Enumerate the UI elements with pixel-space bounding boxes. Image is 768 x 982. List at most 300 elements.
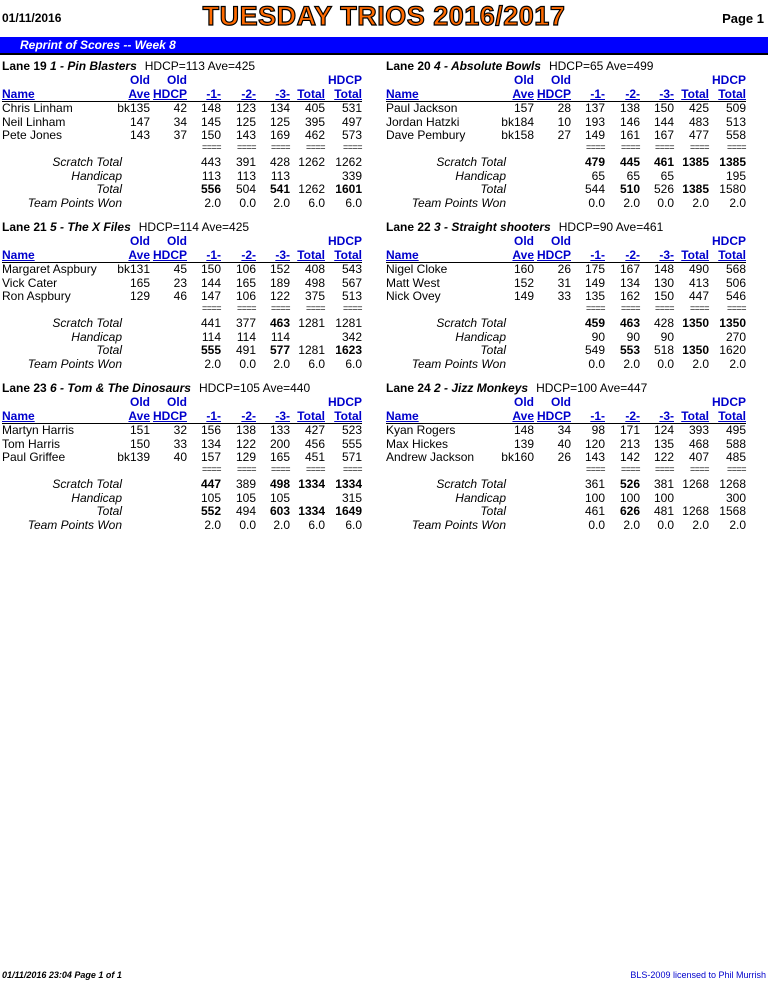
column-header-ave: Ave xyxy=(512,409,534,423)
scratch-total-total: 1334 xyxy=(298,477,325,491)
player-total: 498 xyxy=(304,275,325,290)
column-header-game1: -1- xyxy=(206,409,221,423)
player-g3: 189 xyxy=(269,275,290,290)
total-row-g3: 526 xyxy=(653,182,674,196)
column-header-hdcp-total: Total xyxy=(334,87,362,101)
total-row-g3: 481 xyxy=(653,504,674,518)
player-g2: 213 xyxy=(619,436,640,451)
lane-block xyxy=(0,381,370,541)
scratch-total-label: Scratch Total xyxy=(52,316,122,330)
player-hdcp: 42 xyxy=(173,101,187,115)
column-header-old: Old xyxy=(167,395,187,409)
separator: ==== xyxy=(270,142,290,152)
player-hdcp: 40 xyxy=(557,436,571,451)
player-total: 477 xyxy=(688,128,709,142)
column-header-game3: -3- xyxy=(659,409,674,423)
player-hdcp: 37 xyxy=(173,128,187,142)
team-points-row-total: 2.0 xyxy=(692,518,709,532)
lane-title xyxy=(386,381,647,395)
scratch-total-htotal: 1350 xyxy=(719,316,746,330)
team-points-row-htotal: 2.0 xyxy=(729,518,746,532)
column-header-game3: -3- xyxy=(659,248,674,262)
column-header-hdcp: HDCP xyxy=(152,409,187,423)
team-points-row-g1: 0.0 xyxy=(588,518,605,532)
player-g2: 162 xyxy=(619,289,640,303)
team-points-row-total: 2.0 xyxy=(692,196,709,210)
player-htotal: 513 xyxy=(341,289,362,303)
handicap-row-g2: 105 xyxy=(235,491,256,505)
column-header-game2: -2- xyxy=(241,87,256,101)
column-header-ave: Ave xyxy=(512,87,534,101)
column-header-hdcp-total: Total xyxy=(334,248,362,262)
separator: ==== xyxy=(270,464,290,474)
team-points-row-htotal: 6.0 xyxy=(345,518,362,532)
player-g1: 149 xyxy=(584,128,605,142)
player-name: Andrew Jackson xyxy=(386,450,475,464)
handicap-row-htotal: 339 xyxy=(341,169,362,183)
team-points-row-htotal: 2.0 xyxy=(729,357,746,371)
handicap-row-g2: 65 xyxy=(626,169,640,183)
column-header-game3: -3- xyxy=(275,409,290,423)
player-name: Neil Linham xyxy=(2,114,66,129)
total-row-g2: 494 xyxy=(235,504,256,518)
scratch-total-total: 1281 xyxy=(298,316,325,330)
player-g1: 98 xyxy=(591,423,605,437)
player-ave: 165 xyxy=(129,275,150,290)
column-header-game3: -3- xyxy=(275,248,290,262)
total-row-htotal: 1568 xyxy=(719,504,746,518)
scratch-total-g2: 463 xyxy=(619,316,640,330)
handicap-row-htotal: 315 xyxy=(341,491,362,505)
handicap-row-g3: 100 xyxy=(653,491,674,505)
handicap-row-htotal: 342 xyxy=(341,330,362,344)
scratch-total-g2: 389 xyxy=(235,477,256,491)
player-name: Jordan Hatzki xyxy=(386,114,460,129)
player-total: 395 xyxy=(304,114,325,129)
column-header-old: Old xyxy=(551,73,571,87)
player-total: 425 xyxy=(688,101,709,115)
player-g3: 150 xyxy=(653,101,674,115)
player-name: Paul Griffee xyxy=(2,450,66,464)
handicap-row-g1: 113 xyxy=(201,169,221,183)
player-hdcp: 23 xyxy=(173,275,187,290)
scratch-total-g1: 361 xyxy=(584,477,605,491)
team-points-row-g2: 2.0 xyxy=(623,196,640,210)
player-htotal: 546 xyxy=(725,289,746,303)
column-header-ave: Ave xyxy=(128,409,150,423)
player-hdcp: 45 xyxy=(173,262,187,276)
player-g3: 150 xyxy=(653,289,674,303)
player-g2: 143 xyxy=(235,128,256,142)
column-header-ave: Ave xyxy=(128,248,150,262)
team-points-row-total: 6.0 xyxy=(308,196,325,210)
player-g2: 161 xyxy=(619,128,640,142)
team-points-row-g2: 2.0 xyxy=(623,518,640,532)
column-header-total: Total xyxy=(297,248,325,262)
lane-number: Lane 20 xyxy=(386,59,431,73)
team-handicap-average: HDCP=65 Ave=499 xyxy=(548,59,654,73)
player-g3: 124 xyxy=(653,423,674,437)
column-header-game1: -1- xyxy=(590,409,605,423)
player-g2: 146 xyxy=(619,114,640,129)
column-header-total: Total xyxy=(297,87,325,101)
total-row-g2: 553 xyxy=(619,343,640,357)
player-htotal: 567 xyxy=(341,275,362,290)
total-row-total: 1350 xyxy=(682,343,709,357)
column-header-hdcp: HDCP xyxy=(152,248,187,262)
column-header-hdcp: HDCP xyxy=(536,248,571,262)
team-points-row-label: Team Points Won xyxy=(27,518,122,532)
player-name: Dave Pembury xyxy=(386,128,466,142)
column-header-old: Old xyxy=(551,234,571,248)
team-points-row-htotal: 2.0 xyxy=(729,196,746,210)
column-header-game2: -2- xyxy=(241,409,256,423)
scratch-total-g2: 391 xyxy=(235,155,256,169)
team-points-row-g1: 2.0 xyxy=(204,196,221,210)
player-g2: 122 xyxy=(235,436,256,451)
handicap-row-g2: 90 xyxy=(626,330,640,344)
subtitle: Reprint of Scores -- Week 8 xyxy=(20,38,176,52)
handicap-row-g3: 90 xyxy=(660,330,674,344)
player-ave: bk139 xyxy=(117,450,150,464)
separator: ==== xyxy=(585,464,605,474)
player-total: 405 xyxy=(304,101,325,115)
column-header-hdcp-total: Total xyxy=(718,87,746,101)
column-header-hdcp: HDCP xyxy=(327,234,362,248)
handicap-row-htotal: 270 xyxy=(725,330,746,344)
column-header-total: Total xyxy=(681,248,709,262)
player-g1: 120 xyxy=(584,436,605,451)
scratch-total-total: 1385 xyxy=(682,155,709,169)
scratch-total-total: 1268 xyxy=(682,477,709,491)
player-total: 462 xyxy=(304,128,325,142)
column-header-total: Total xyxy=(681,409,709,423)
total-row-label: Total xyxy=(96,343,122,357)
separator: ==== xyxy=(689,464,709,474)
subtitle-bar xyxy=(0,37,768,55)
player-name: Martyn Harris xyxy=(2,423,75,437)
team-name: 4 - Absolute Bowls xyxy=(434,59,541,73)
handicap-row-g3: 65 xyxy=(660,169,674,183)
separator: ==== xyxy=(585,142,605,152)
player-total: 393 xyxy=(688,423,709,437)
total-row-g2: 504 xyxy=(235,182,256,196)
separator: ==== xyxy=(201,464,221,474)
team-handicap-average: HDCP=105 Ave=440 xyxy=(198,381,311,395)
player-name: Kyan Rogers xyxy=(386,423,456,437)
lane-block xyxy=(384,381,754,541)
player-htotal: 506 xyxy=(725,275,746,290)
team-points-row-label: Team Points Won xyxy=(411,357,506,371)
separator: ==== xyxy=(305,464,325,474)
scratch-total-label: Scratch Total xyxy=(436,477,506,491)
column-header-old: Old xyxy=(514,234,534,248)
team-points-row-label: Team Points Won xyxy=(27,357,122,371)
player-name: Pete Jones xyxy=(2,128,63,142)
report-date: 01/11/2016 xyxy=(2,11,62,25)
scratch-total-g3: 428 xyxy=(269,155,290,169)
player-g1: 149 xyxy=(584,275,605,290)
team-points-row-g2: 0.0 xyxy=(239,196,256,210)
report-title: TUESDAY TRIOS 2016/2017 xyxy=(202,1,566,31)
team-points-row-g1: 2.0 xyxy=(204,357,221,371)
total-row-g1: 544 xyxy=(584,182,605,196)
total-row-total: 1385 xyxy=(682,182,709,196)
total-row-htotal: 1649 xyxy=(335,504,362,518)
player-htotal: 571 xyxy=(341,450,362,464)
team-handicap-average: HDCP=113 Ave=425 xyxy=(144,59,256,73)
scratch-total-total: 1262 xyxy=(298,155,325,169)
separator: ==== xyxy=(726,303,746,313)
player-hdcp: 10 xyxy=(557,114,571,129)
player-hdcp: 33 xyxy=(173,436,187,451)
player-total: 490 xyxy=(688,262,709,276)
scratch-total-g1: 459 xyxy=(584,316,605,330)
player-htotal: 543 xyxy=(341,262,362,276)
column-header-game3: -3- xyxy=(275,87,290,101)
total-row-total: 1334 xyxy=(298,504,325,518)
total-row-total: 1281 xyxy=(298,343,325,357)
team-points-row-g3: 2.0 xyxy=(273,518,290,532)
team-points-row-g2: 0.0 xyxy=(239,518,256,532)
column-header-hdcp: HDCP xyxy=(536,409,571,423)
handicap-row-g1: 105 xyxy=(200,491,221,505)
handicap-row-g2: 114 xyxy=(236,330,256,344)
player-g3: 144 xyxy=(653,114,674,129)
lane-number: Lane 23 xyxy=(2,381,47,395)
column-header-old: Old xyxy=(167,73,187,87)
player-hdcp: 27 xyxy=(557,128,571,142)
lane-title xyxy=(386,220,663,234)
separator: ==== xyxy=(585,303,605,313)
scratch-total-g3: 463 xyxy=(269,316,290,330)
player-g1: 157 xyxy=(200,450,221,464)
separator: ==== xyxy=(654,464,674,474)
scratch-total-total: 1350 xyxy=(682,316,709,330)
handicap-row-label: Handicap xyxy=(455,491,506,505)
player-htotal: 523 xyxy=(341,423,362,437)
team-points-row-g1: 2.0 xyxy=(204,518,221,532)
page-number: Page 1 xyxy=(722,11,764,26)
total-row-g3: 577 xyxy=(269,343,290,357)
scratch-total-g2: 377 xyxy=(235,316,256,330)
total-row-g1: 556 xyxy=(200,182,221,196)
column-header-ave: Ave xyxy=(128,87,150,101)
player-g1: 175 xyxy=(584,262,605,276)
scratch-total-label: Scratch Total xyxy=(52,155,122,169)
player-hdcp: 26 xyxy=(557,262,571,276)
player-hdcp: 46 xyxy=(173,289,187,303)
total-row-g3: 518 xyxy=(653,343,674,357)
team-points-row-total: 2.0 xyxy=(692,357,709,371)
player-ave: 147 xyxy=(129,114,150,129)
lane-title xyxy=(2,220,249,234)
separator: ==== xyxy=(201,303,221,313)
player-hdcp: 33 xyxy=(557,289,571,303)
player-total: 408 xyxy=(304,262,325,276)
handicap-row-label: Handicap xyxy=(71,169,122,183)
scratch-total-g3: 498 xyxy=(269,477,290,491)
column-header-old: Old xyxy=(514,73,534,87)
column-header-name: Name xyxy=(386,409,419,423)
player-ave: 148 xyxy=(513,423,534,437)
total-row-g3: 541 xyxy=(269,182,290,196)
player-htotal: 485 xyxy=(725,450,746,464)
player-g2: 142 xyxy=(619,450,640,464)
column-header-hdcp-total: Total xyxy=(718,248,746,262)
column-header-name: Name xyxy=(386,248,419,262)
team-name: 6 - Tom & The Dinosaurs xyxy=(50,381,191,395)
column-header-old: Old xyxy=(130,73,150,87)
column-header-old: Old xyxy=(514,395,534,409)
team-points-row-g2: 0.0 xyxy=(239,357,256,371)
separator: ==== xyxy=(689,142,709,152)
player-hdcp: 28 xyxy=(557,101,571,115)
column-header-old: Old xyxy=(551,395,571,409)
column-header-old: Old xyxy=(130,395,150,409)
player-total: 407 xyxy=(688,450,709,464)
column-header-game2: -2- xyxy=(241,248,256,262)
player-g2: 134 xyxy=(619,275,640,290)
team-handicap-average: HDCP=100 Ave=447 xyxy=(536,381,648,395)
player-total: 375 xyxy=(304,289,325,303)
column-header-hdcp-total: Total xyxy=(718,409,746,423)
player-g1: 145 xyxy=(200,114,221,129)
player-ave: 143 xyxy=(129,128,150,142)
team-points-row-htotal: 6.0 xyxy=(345,196,362,210)
player-g1: 156 xyxy=(200,423,221,437)
team-points-row-label: Team Points Won xyxy=(411,518,506,532)
total-row-g2: 510 xyxy=(619,182,640,196)
separator: ==== xyxy=(236,142,256,152)
scratch-total-g3: 428 xyxy=(653,316,674,330)
lane-number: Lane 24 xyxy=(386,381,431,395)
column-header-hdcp: HDCP xyxy=(711,234,746,248)
handicap-row-label: Handicap xyxy=(455,330,506,344)
separator: ==== xyxy=(305,142,325,152)
scratch-total-htotal: 1385 xyxy=(719,155,746,169)
team-name: 1 - Pin Blasters xyxy=(50,59,137,73)
handicap-row-g2: 113 xyxy=(236,169,256,183)
player-ave: 149 xyxy=(513,289,534,303)
player-ave: 160 xyxy=(513,262,534,276)
handicap-row-g1: 100 xyxy=(584,491,605,505)
team-handicap-average: HDCP=114 Ave=425 xyxy=(138,220,250,234)
scratch-total-htotal: 1334 xyxy=(335,477,362,491)
total-row-label: Total xyxy=(96,182,122,196)
player-g3: 130 xyxy=(653,275,674,290)
player-htotal: 558 xyxy=(725,128,746,142)
player-g2: 106 xyxy=(235,262,256,276)
player-ave: 139 xyxy=(513,436,534,451)
player-g2: 125 xyxy=(235,114,256,129)
lane-block xyxy=(0,59,370,219)
handicap-row-g3: 113 xyxy=(270,169,290,183)
column-header-hdcp-total: Total xyxy=(334,409,362,423)
total-row-label: Total xyxy=(480,182,506,196)
separator: ==== xyxy=(342,303,362,313)
handicap-row-htotal: 300 xyxy=(725,491,746,505)
player-total: 427 xyxy=(304,423,325,437)
player-htotal: 573 xyxy=(341,128,362,142)
column-header-game2: -2- xyxy=(625,248,640,262)
player-name: Tom Harris xyxy=(2,436,61,451)
column-header-name: Name xyxy=(2,409,35,423)
team-points-row-g3: 2.0 xyxy=(273,357,290,371)
scratch-total-g1: 479 xyxy=(584,155,605,169)
player-ave: bk184 xyxy=(501,114,534,129)
team-points-row-g1: 0.0 xyxy=(588,357,605,371)
player-total: 483 xyxy=(688,114,709,129)
team-points-row-g3: 0.0 xyxy=(657,357,674,371)
lane-title xyxy=(386,59,653,73)
player-g2: 167 xyxy=(619,262,640,276)
handicap-row-g1: 65 xyxy=(591,169,605,183)
player-total: 456 xyxy=(304,436,325,451)
player-g3: 122 xyxy=(653,450,674,464)
separator: ==== xyxy=(270,303,290,313)
column-header-old: Old xyxy=(167,234,187,248)
separator: ==== xyxy=(620,303,640,313)
lane-title xyxy=(2,59,255,73)
player-g3: 152 xyxy=(269,262,290,276)
player-name: Paul Jackson xyxy=(386,101,458,115)
team-points-row-g3: 0.0 xyxy=(657,196,674,210)
total-row-htotal: 1623 xyxy=(335,343,362,357)
total-row-g2: 491 xyxy=(235,343,256,357)
player-g3: 200 xyxy=(269,436,290,451)
handicap-row-label: Handicap xyxy=(71,491,122,505)
player-total: 468 xyxy=(688,436,709,451)
scratch-total-g3: 381 xyxy=(653,477,674,491)
separator: ==== xyxy=(620,142,640,152)
total-row-g3: 603 xyxy=(269,504,290,518)
separator: ==== xyxy=(689,303,709,313)
player-htotal: 588 xyxy=(725,436,746,451)
player-total: 451 xyxy=(304,450,325,464)
player-name: Nigel Cloke xyxy=(386,262,448,276)
total-row-label: Total xyxy=(480,343,506,357)
player-g1: 144 xyxy=(200,275,221,290)
player-g3: 125 xyxy=(269,114,290,129)
lane-block xyxy=(384,59,754,219)
separator: ==== xyxy=(726,464,746,474)
player-htotal: 555 xyxy=(341,436,362,451)
player-name: Ron Aspbury xyxy=(2,289,71,303)
player-ave: bk158 xyxy=(501,128,534,142)
column-header-game1: -1- xyxy=(590,87,605,101)
player-g3: 122 xyxy=(269,289,290,303)
footer-license: BLS-2009 licensed to Phil Murrish xyxy=(630,970,766,980)
player-g2: 129 xyxy=(235,450,256,464)
player-g1: 150 xyxy=(200,262,221,276)
column-header-game2: -2- xyxy=(625,409,640,423)
team-points-row-g2: 2.0 xyxy=(623,357,640,371)
player-g2: 138 xyxy=(619,101,640,115)
column-header-hdcp: HDCP xyxy=(152,87,187,101)
player-name: Margaret Aspbury xyxy=(2,262,97,276)
team-points-row-total: 6.0 xyxy=(308,518,325,532)
player-g3: 134 xyxy=(269,101,290,115)
player-g2: 171 xyxy=(619,423,640,437)
column-header-name: Name xyxy=(386,87,419,101)
scratch-total-g2: 526 xyxy=(619,477,640,491)
column-header-hdcp: HDCP xyxy=(711,395,746,409)
player-g2: 165 xyxy=(235,275,256,290)
player-ave: 152 xyxy=(513,275,534,290)
player-g1: 143 xyxy=(584,450,605,464)
total-row-htotal: 1601 xyxy=(335,182,362,196)
